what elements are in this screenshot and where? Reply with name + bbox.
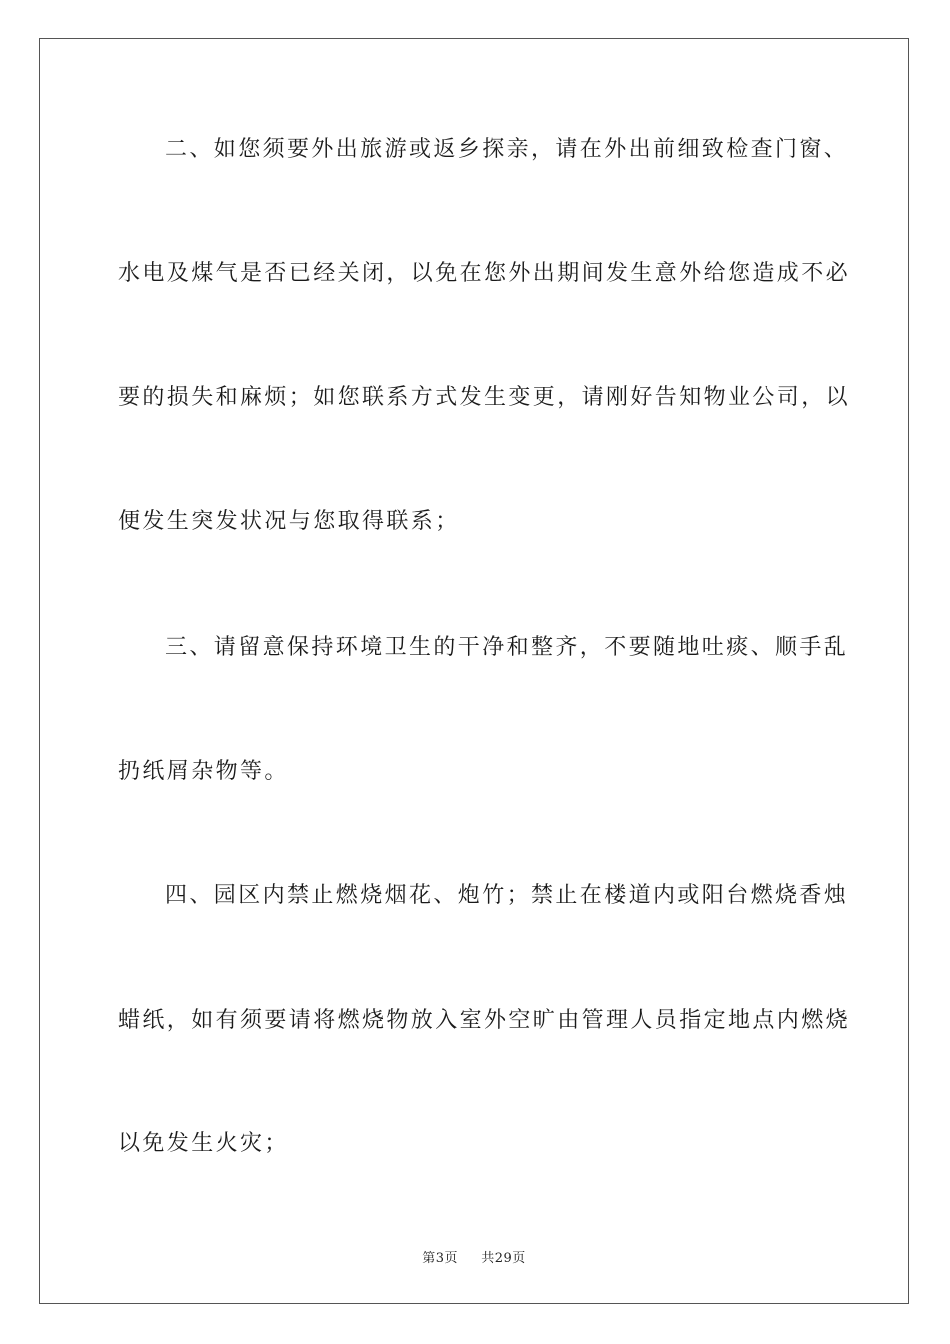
- paragraph-2-line-2: 水电及煤气是否已经关闭，以免在您外出期间发生意外给您造成不必: [118, 261, 851, 286]
- paragraph-4-line-2: 蜡纸，如有须要请将燃烧物放入室外空旷由管理人员指定地点内燃烧: [118, 1008, 851, 1033]
- paragraph-4-line-3: 以免发生火灾；: [118, 1131, 289, 1156]
- paragraph-3-line-2: 扔纸屑杂物等。: [118, 759, 289, 784]
- paragraph-2-line-3: 要的损失和麻烦；如您联系方式发生变更，请刚好告知物业公司，以: [118, 385, 851, 410]
- paragraph-3-line-1: 三、请留意保持环境卫生的干净和整齐，不要随地吐痰、顺手乱: [165, 635, 849, 660]
- document-page: [39, 38, 909, 1304]
- page-number: 第3页: [422, 1251, 458, 1266]
- paragraph-2-line-1: 二、如您须要外出旅游或返乡探亲，请在外出前细致检查门窗、: [165, 137, 849, 162]
- page-total: 共29页: [481, 1251, 526, 1266]
- page-footer: [40, 1247, 908, 1266]
- paragraph-4-line-1: 四、园区内禁止燃烧烟花、炮竹；禁止在楼道内或阳台燃烧香烛: [165, 883, 849, 908]
- paragraph-2-line-4: 便发生突发状况与您取得联系；: [118, 509, 460, 534]
